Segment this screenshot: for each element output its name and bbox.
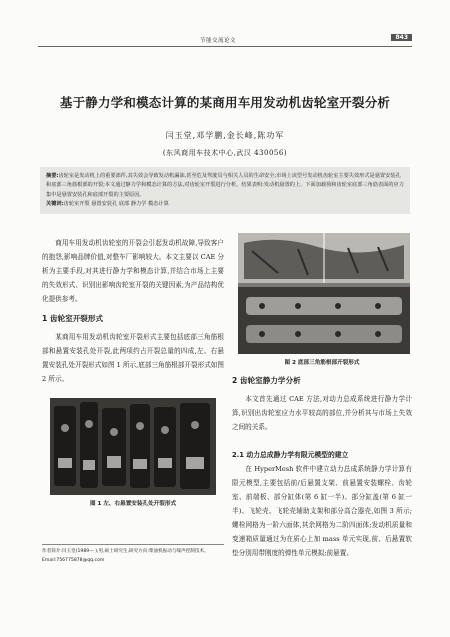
author-bio: 作者简介:闫玉堂(1989— ),男,硕士研究生,研究方向:柴油机振动与噪声控制技术。 bbox=[42, 549, 209, 554]
section-1-heading: 1 齿轮室开裂形式 bbox=[42, 314, 104, 323]
intro-paragraph: 商用车用发动机齿轮室的开裂会引起发动机故障,导致客户的抱怨,影响品牌价值,对整车厂影响较大。本文主要以 CAE 分析为主要手段,对其进行静力学和模态计算,并结合市场上主要的失效形式、识别出影响齿轮室开裂的关键因素,为产品结构优化提供参考。 bbox=[42, 239, 224, 303]
running-header bbox=[38, 36, 412, 47]
keywords-text: 齿轮室开裂 悬置安装孔 底部 静力学 模态计算 bbox=[63, 200, 169, 207]
paper-title: 基于静力学和模态计算的某商用车用发动机齿轮室开裂分析 bbox=[59, 95, 391, 110]
keywords-line bbox=[46, 200, 404, 209]
figure-2-image bbox=[238, 233, 410, 354]
section-2-paragraph: 本文首先通过 CAE 方法,对动力总成系统进行静力学计算,识别出齿轮室应力水平较高的部位,并分析其与市场上失效之间的关系。 bbox=[232, 395, 412, 431]
section-1-paragraph: 某商用车用发动机齿轮室开裂形式主要包括底部三角筋根部和悬置安装孔处开裂,此两项约占开裂总量的四成,左、右悬置安装孔处开裂形式如图 1 所示,底部三角筋根部开裂形式如图 2 所示。 bbox=[42, 333, 224, 383]
abstract-box bbox=[40, 167, 410, 214]
page-number: 843 bbox=[391, 34, 412, 41]
figure-1-caption: 图 1 左、右悬置安装孔处开裂形式 bbox=[89, 501, 177, 507]
left-column bbox=[42, 236, 224, 386]
keywords-label: 关键词: bbox=[46, 200, 64, 207]
figure-1-photo bbox=[50, 398, 216, 495]
figure-1-image bbox=[50, 398, 216, 495]
abstract-text: 齿轮室是发动机上的重要部件,其失效会导致发动机漏油,甚至危及驾驶员与相关人员的生命安全;市场上该型号发动机齿轮室主要失效形式是悬置安装孔和底部三角筋根部的开裂;本文通过静力学和模态计算的方法,对齿轮室开裂进行分析。结果表明:发动机悬置的上、下面加载荷和齿轮室底部三角筋表面的应力集中是悬置安装孔和底部开裂的主要原因。 bbox=[46, 173, 404, 198]
section-2-heading: 2 齿轮室静力学分析 bbox=[232, 376, 301, 385]
abstract-label: 摘要: bbox=[46, 173, 59, 179]
figure-2-caption: 图 2 底部三角筋根部开裂形式 bbox=[284, 360, 360, 366]
figure-2-photo bbox=[238, 233, 410, 354]
affiliation: (东风商用车技术中心,武汉 430056) bbox=[162, 149, 288, 157]
author-list: 闫玉堂,邓学鹏,金长峰,陈功军 bbox=[165, 131, 285, 140]
section-2-1-heading: 2.1 动力总成静力学有限元模型的建立 bbox=[232, 451, 349, 459]
right-column bbox=[232, 374, 412, 560]
abstract-paragraph bbox=[46, 172, 404, 200]
journal-name: 节能交流论文 bbox=[200, 38, 237, 44]
author-email: Email:756775878@qq.com bbox=[42, 557, 105, 563]
section-2-1-paragraph: 在 HyperMesh 软件中建立动力总成系统静力学计算有限元模型,主要包括前/后悬置支架、前悬置安装螺栓、齿轮室、前端板、部分缸体(第 6 缸一半)、部分缸盖(第 6 缸一半)、飞轮壳、飞轮壳辅助支架和部分高合器壳,如图 3 所示;螺栓网格为一阶六面体,其余网格为二阶四面体;发动机质量和变速箱质量通过为在质心上加 mass 单元实现,前、后悬置软垫分别用带刚度的弹性单元模拟;前悬置、 bbox=[232, 465, 412, 557]
author-footnote bbox=[42, 544, 224, 565]
